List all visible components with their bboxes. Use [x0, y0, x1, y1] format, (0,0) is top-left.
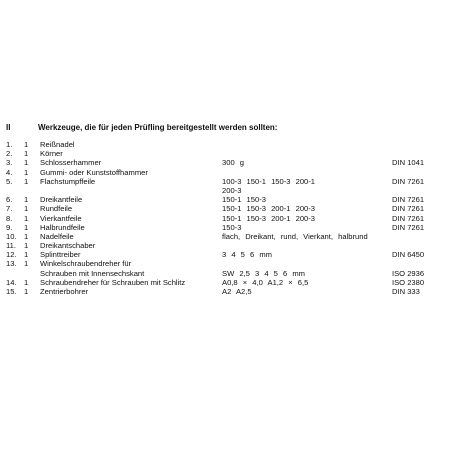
item-norm: DIN 7261	[392, 213, 425, 223]
tool-row	[0, 141, 458, 150]
tool-row	[0, 288, 458, 297]
item-name: Splinttreiber	[40, 250, 81, 260]
item-quantity: 1	[24, 140, 29, 149]
item-name: Gummi- oder Kunststoffhammer	[40, 167, 148, 177]
item-number: 12.	[6, 250, 17, 260]
item-number: 4.	[6, 167, 13, 177]
item-name: Flachstumpffeile	[40, 176, 96, 186]
item-norm: ISO 2380	[392, 277, 425, 287]
item-quantity: 1	[24, 149, 29, 159]
item-number: 14.	[6, 277, 17, 287]
item-name: Halbrundfeile	[40, 222, 85, 232]
item-name: Zentrierbohrer	[40, 287, 89, 296]
item-spec: 200-3	[222, 185, 242, 195]
item-quantity: 1	[24, 222, 29, 232]
item-number: 1.	[6, 140, 13, 149]
item-norm: DIN 333	[392, 287, 420, 296]
item-name: Schraubendreher für Schrauben mit Schlitz	[40, 277, 186, 287]
item-spec: flach, Dreikant, rund, Vierkant, halbrund	[222, 231, 368, 241]
item-spec: 3 4 5 6 mm	[222, 250, 272, 260]
item-name: Reißnadel	[40, 140, 75, 149]
item-spec: 150-1 150-3	[222, 195, 266, 205]
item-norm: DIN 7261	[392, 176, 425, 186]
item-quantity: 1	[24, 213, 29, 223]
item-norm: DIN 6450	[392, 250, 425, 260]
item-number: 3.	[6, 158, 13, 168]
item-spec: 150-1 150-3 200-1 200-3	[222, 213, 316, 223]
item-norm: ISO 2936	[392, 268, 425, 278]
item-spec: 150-1 150-3 200-1 200-3	[222, 204, 316, 214]
item-quantity: 1	[24, 158, 29, 168]
item-name: Winkelschraubendreher für	[40, 259, 132, 269]
item-number: 13.	[6, 259, 17, 269]
item-quantity: 1	[24, 241, 29, 251]
item-norm: DIN 7261	[392, 195, 425, 205]
item-quantity: 1	[24, 195, 29, 205]
item-spec: A0,8 × 4,0 A1,2 × 6,5	[222, 277, 309, 287]
item-quantity: 1	[24, 231, 29, 241]
item-name: Körner	[40, 149, 63, 159]
item-spec: A2 A2,5	[222, 287, 252, 296]
item-spec: 150-3	[222, 222, 242, 232]
item-name: Dreikantfeile	[40, 195, 83, 205]
item-quantity: 1	[24, 259, 29, 269]
item-quantity: 1	[24, 176, 29, 186]
item-number: 5.	[6, 176, 13, 186]
tool-list	[0, 141, 458, 297]
item-quantity: 1	[24, 250, 29, 260]
item-quantity: 1	[24, 287, 29, 296]
item-number: 8.	[6, 213, 13, 223]
item-name: Schlosserhammer	[40, 158, 102, 168]
item-spec: SW 2,5 3 4 5 6 mm	[222, 268, 305, 278]
item-number: 2.	[6, 149, 13, 159]
section-number: II	[6, 123, 11, 132]
item-spec: 100-3 150-1 150-3 200-1	[222, 176, 316, 186]
item-norm: DIN 7261	[392, 204, 425, 214]
item-number: 10.	[6, 231, 17, 241]
item-name: Rundfeile	[40, 204, 73, 214]
item-spec: 300 g	[222, 158, 245, 168]
item-number: 9.	[6, 222, 13, 232]
item-quantity: 1	[24, 167, 29, 177]
item-norm: DIN 7261	[392, 222, 425, 232]
item-number: 11.	[6, 241, 16, 251]
item-number: 6.	[6, 195, 13, 205]
item-name: Schrauben mit Innensechskant	[40, 268, 145, 278]
item-name: Dreikantschaber	[40, 241, 96, 251]
item-norm: DIN 1041	[392, 158, 425, 168]
item-quantity: 1	[24, 204, 29, 214]
item-name: Nadelfeile	[40, 231, 74, 241]
item-number: 15.	[6, 287, 17, 296]
item-number: 7.	[6, 204, 13, 214]
section-title: Werkzeuge, die für jeden Prüfling bereitgestellt werden sollten:	[38, 123, 278, 132]
item-name: Vierkantfeile	[40, 213, 82, 223]
item-quantity: 1	[24, 277, 29, 287]
